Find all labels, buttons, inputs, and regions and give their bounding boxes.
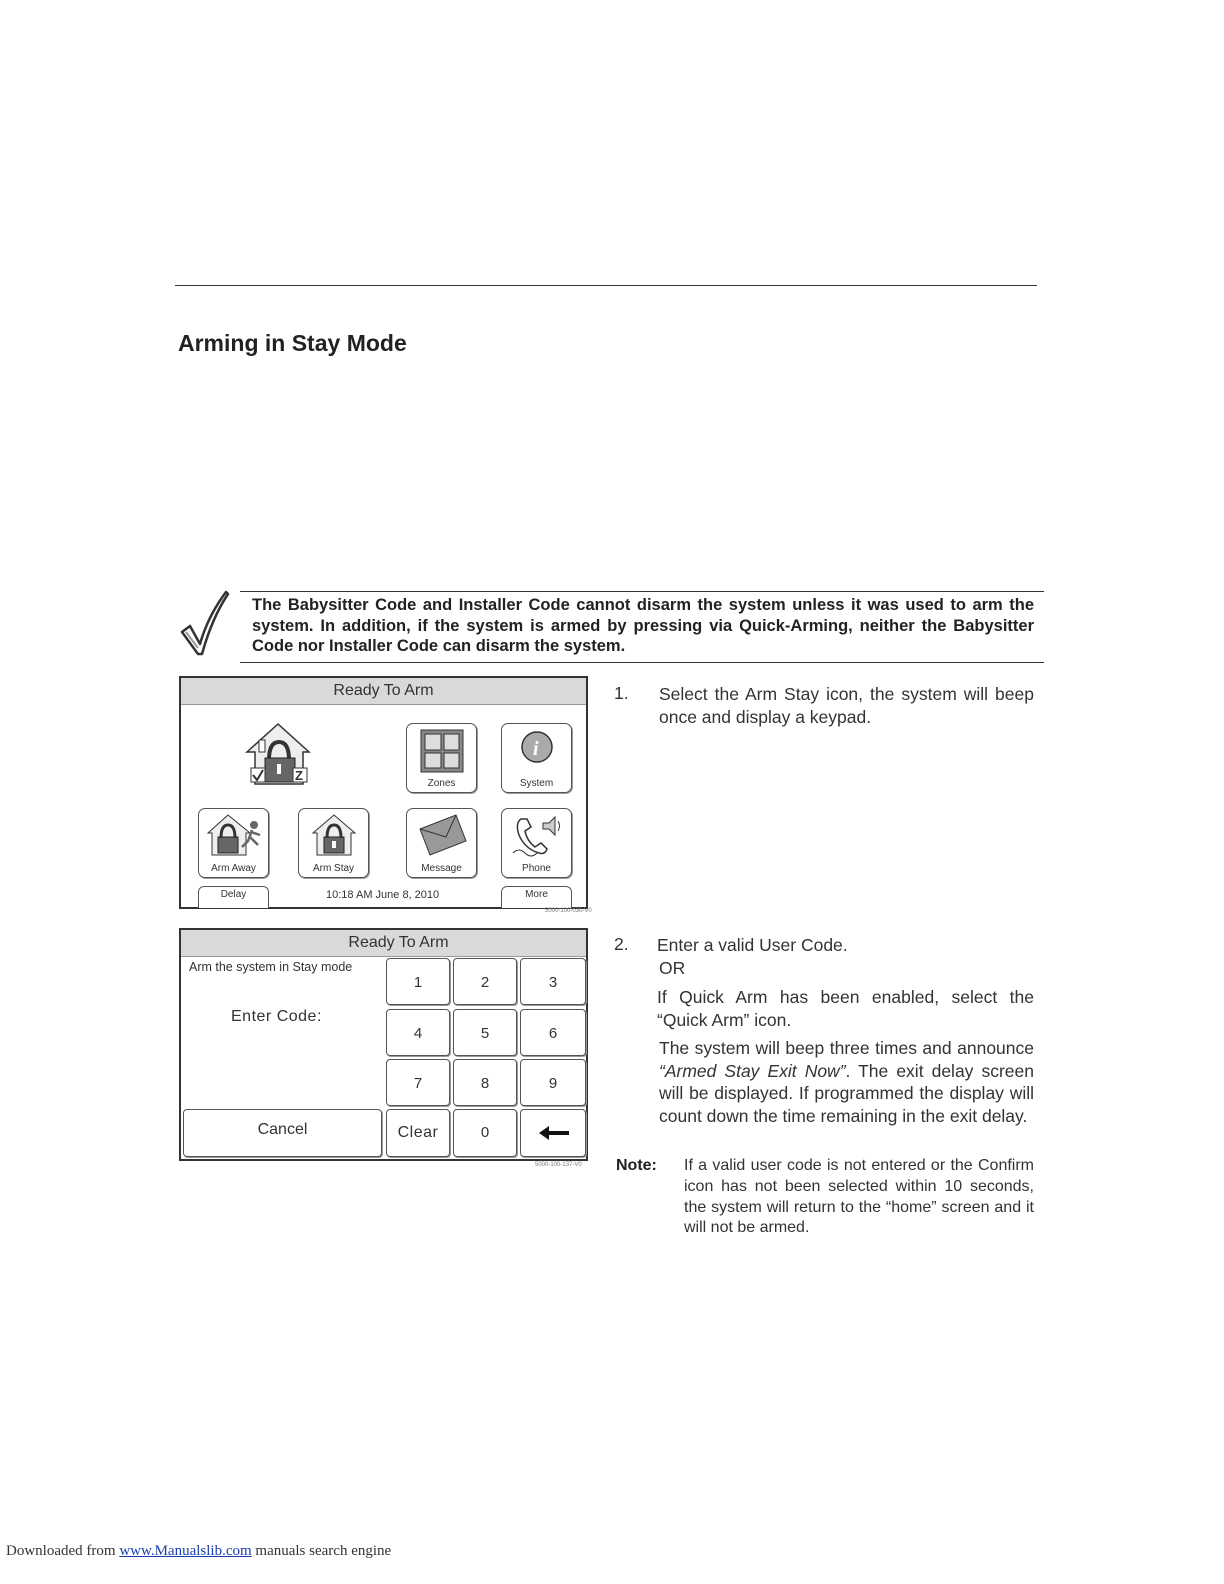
zones-label: Zones [427, 778, 456, 789]
note-box-bottom-rule [240, 662, 1044, 663]
phone-icon [511, 813, 563, 859]
note-text: If a valid user code is not entered or the Confirm icon has not been selected within 10 seconds, the system will return to the “home” screen and it will not be armed. [684, 1157, 1034, 1237]
arm-away-label: Arm Away [211, 863, 256, 874]
delay-button[interactable]: Delay [198, 886, 269, 908]
home-screen [179, 676, 588, 909]
key-2[interactable]: 2 [453, 958, 517, 1005]
footer-prefix: Downloaded from [6, 1543, 120, 1559]
phone-button[interactable] [501, 808, 572, 878]
figure-code-1: 5000-100-030-V0 [545, 908, 592, 914]
arm-stay-icon [311, 813, 357, 857]
enter-code-label: Enter Code: [231, 1008, 322, 1025]
step-2-exit-delay [659, 1037, 1034, 1127]
figure-code-2: 5000-100-137-V0 [535, 1162, 582, 1168]
footer-suffix: manuals search engine [251, 1543, 392, 1559]
keypad-screen [179, 928, 588, 1161]
note-label: Note: [616, 1157, 657, 1174]
page-title: Arming in Stay Mode [178, 330, 407, 356]
step-2-quick-arm: If Quick Arm has been enabled, select the “Quick Arm” icon. [657, 987, 1034, 1030]
key-1[interactable]: 1 [386, 958, 450, 1005]
key-9[interactable]: 9 [520, 1059, 586, 1106]
key-3[interactable]: 3 [520, 958, 586, 1005]
info-icon [520, 730, 554, 764]
step-2-number: 2. [614, 934, 629, 954]
more-button[interactable]: More [501, 886, 572, 908]
message-label: Message [421, 863, 462, 874]
manualslib-link[interactable]: www.Manualslib.com [119, 1543, 252, 1559]
arm-away-icon [206, 813, 262, 857]
backspace-arrow-icon [539, 1126, 569, 1140]
key-0[interactable]: 0 [453, 1109, 517, 1157]
key-4[interactable]: 4 [386, 1009, 450, 1056]
key-8[interactable]: 8 [453, 1059, 517, 1106]
note-box-top-rule [240, 591, 1044, 592]
home-screen-title: Ready To Arm [181, 678, 586, 705]
step-2-announcement: “Armed Stay Exit Now” [659, 1060, 846, 1081]
system-label: System [519, 778, 554, 789]
checkmark-icon [178, 588, 230, 658]
zones-button[interactable] [406, 723, 477, 793]
house-lock-icon [245, 722, 311, 786]
step-2-line1: Enter a valid User Code. [657, 935, 848, 955]
top-rule [175, 285, 1037, 286]
backspace-button[interactable] [520, 1109, 586, 1157]
arm-away-button[interactable] [198, 808, 269, 878]
svg-text:Z: Z [295, 768, 303, 783]
clear-button[interactable]: Clear [386, 1109, 450, 1157]
step-1-number: 1. [614, 683, 629, 703]
key-6[interactable]: 6 [520, 1009, 586, 1056]
arm-stay-button[interactable] [298, 808, 369, 878]
key-7[interactable]: 7 [386, 1059, 450, 1106]
keypad-screen-title: Ready To Arm [181, 930, 586, 957]
arm-stay-label: Arm Stay [312, 863, 355, 874]
message-button[interactable] [406, 808, 477, 878]
note-box-text: The Babysitter Code and Installer Code cannot disarm the system unless it was used to arm the system. In addition, if the system is armed by pressing via Quick-Arming, neither the Babysitter Code nor Installer Code can disarm the system. [252, 596, 1034, 655]
step-2-or: OR [659, 958, 686, 978]
cancel-button[interactable]: Cancel [183, 1109, 382, 1157]
envelope-icon [416, 813, 468, 857]
key-5[interactable]: 5 [453, 1009, 517, 1056]
step-2-exit-delay-b: . The exit delay screen will be displayed. If programmed the display will count down the time remaining in the exit delay. [659, 1060, 1034, 1126]
footer [6, 1543, 391, 1560]
phone-label: Phone [522, 863, 551, 874]
svg-text:i: i [532, 738, 539, 760]
keypad-subtitle: Arm the system in Stay mode [189, 960, 353, 974]
system-button[interactable] [501, 723, 572, 793]
date-time-display: 10:18 AM June 8, 2010 [326, 889, 440, 901]
step-1-text: Select the Arm Stay icon, the system will beep once and display a keypad. [659, 684, 1034, 727]
step-2-exit-delay-a: The system will beep three times and announce [659, 1038, 1034, 1058]
zones-icon [419, 728, 465, 774]
